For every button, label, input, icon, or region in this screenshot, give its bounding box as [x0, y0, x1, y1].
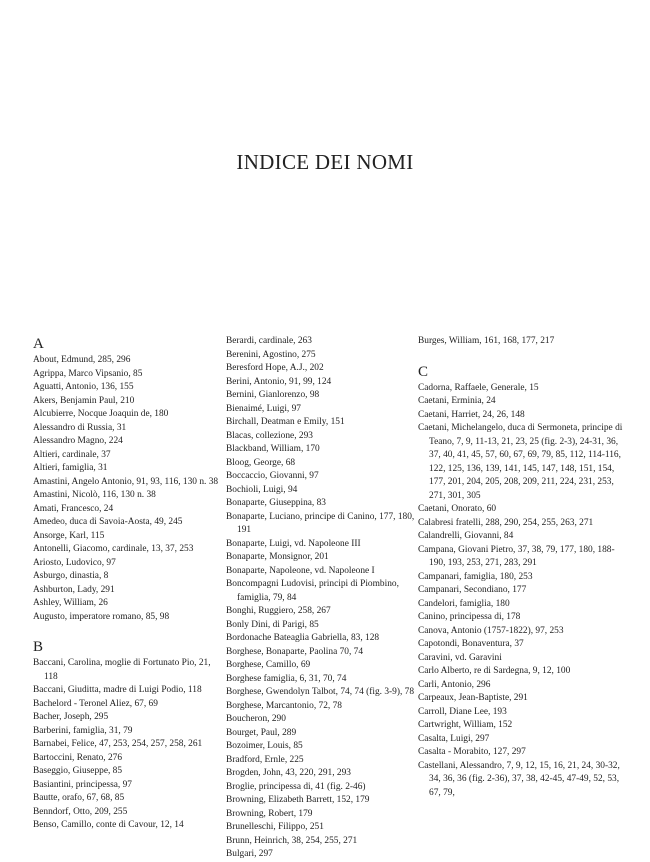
index-entry: Carroll, Diane Lee, 193 [418, 706, 507, 717]
index-entry: Cartwright, William, 152 [418, 720, 513, 730]
section-letter: C [418, 363, 429, 380]
index-entry: Bautte, orafo, 67, 68, 85 [33, 793, 125, 803]
index-entry: Bartoccini, Renato, 276 [33, 752, 123, 763]
index-entry: Brunn, Heinrich, 38, 254, 255, 271 [226, 835, 358, 846]
index-entry: Altieri, famiglia, 31 [33, 463, 108, 473]
index-entry: Ashley, William, 26 [33, 598, 108, 608]
index-entry: Bonghi, Ruggiero, 258, 267 [226, 606, 331, 616]
index-entry: Amedeo, duca di Savoia-Aosta, 49, 245 [33, 517, 183, 527]
index-entry: Borghese famiglia, 6, 31, 70, 74 [226, 673, 347, 684]
index-column-3 [418, 335, 623, 800]
index-entry: Caravini, vd. Garavini [418, 652, 502, 663]
index-entry: Borghese, Marcantonio, 72, 78 [226, 700, 342, 711]
index-entry: Baccani, Carolina, moglie di Fortunato Pio, 21, 118 [33, 658, 211, 682]
index-entry: Caetani, Erminia, 24 [418, 396, 496, 406]
index-entry: Bloog, George, 68 [226, 457, 296, 468]
index-entry: Canino, principessa di, 178 [418, 612, 521, 622]
index-entry: Berini, Antonio, 91, 99, 124 [226, 376, 332, 387]
index-entry: Amastini, Angelo Antonio, 91, 93, 116, 130 n. 38 [33, 476, 219, 487]
index-entry: Caetani, Michelangelo, duca di Sermoneta, principe di Teano, 7, 9, 11-13, 21, 23, 25 (fig. 2-3), 24-31, 36, 37, 40, 41, 45, 57, 60, 67, 69, 79, 85, 112, 114-116, 122, 125, 136, 139, 141, 145, 147, 148, 151, 154, 177, 201, 204, 205, 208, 209, 211, 224, 231, 253, 271, 301, 305 [418, 423, 623, 501]
index-entry: Capotondi, Bonaventura, 37 [418, 639, 524, 649]
index-entry: Bonaparte, Napoleone, vd. Napoleone I [226, 565, 375, 576]
index-entry: Boncompagni Ludovisi, principi di Piombino, famiglia, 79, 84 [226, 579, 399, 603]
index-entry: Campana, Giovani Pietro, 37, 38, 79, 177, 180, 188-190, 193, 253, 271, 283, 291 [418, 544, 615, 568]
index-entry: Barnabei, Felice, 47, 253, 254, 257, 258, 261 [33, 739, 203, 749]
index-entry: Casalta, Luigi, 297 [418, 733, 490, 744]
index-entry: Bonaparte, Giuseppina, 83 [226, 498, 326, 508]
index-entry: Boucheron, 290 [226, 714, 286, 724]
index-entry: Casalta - Morabito, 127, 297 [418, 747, 526, 757]
index-entry: Benso, Camillo, conte di Cavour, 12, 14 [33, 820, 184, 830]
section-letter: A [33, 336, 44, 352]
index-entry: Amastini, Nicolò, 116, 130 n. 38 [33, 490, 156, 500]
index-entry: Agrippa, Marco Vipsanio, 85 [33, 368, 143, 379]
index-entry: Aguatti, Antonio, 136, 155 [33, 382, 134, 392]
index-entry: Bacher, Joseph, 295 [33, 712, 109, 722]
index-entry: Asburgo, dinastia, 8 [33, 571, 109, 581]
index-entry: Brunelleschi, Filippo, 251 [226, 822, 324, 832]
index-entry: Candelori, famiglia, 180 [418, 598, 510, 609]
index-entry: Canova, Antonio (1757-1822), 97, 253 [418, 625, 564, 636]
section-spacer [33, 624, 223, 638]
index-entry: Campanari, Secondiano, 177 [418, 585, 527, 595]
index-entry: Borghese, Camillo, 69 [226, 660, 311, 670]
index-entry: Bernini, Gianlorenzo, 98 [226, 390, 320, 400]
index-entry: Browning, Robert, 179 [226, 808, 313, 819]
index-entry: Blacas, collezione, 293 [226, 430, 313, 441]
index-entry: Bochioli, Luigi, 94 [226, 484, 298, 495]
index-entry: Borghese, Bonaparte, Paolina 70, 74 [226, 646, 364, 657]
index-entry: Ansorge, Karl, 115 [33, 530, 105, 541]
index-entry: Bozoimer, Louis, 85 [226, 741, 303, 751]
section-letter: B [33, 639, 44, 655]
index-entry: Bradford, Ernle, 225 [226, 754, 304, 765]
index-entry: Blackband, William, 170 [226, 444, 320, 454]
index-entry: Augusto, imperatore romano, 85, 98 [33, 611, 170, 622]
index-entry: About, Edmund, 285, 296 [33, 355, 131, 365]
index-entry: Amati, Francesco, 24 [33, 503, 114, 514]
index-entry: Caetani, Harriet, 24, 26, 148 [418, 409, 525, 420]
index-entry: Browning, Elizabeth Barrett, 152, 179 [226, 795, 370, 805]
index-entry: Cadorna, Raffaele, Generale, 15 [418, 382, 539, 393]
index-entry: Benndorf, Otto, 209, 255 [33, 806, 128, 817]
index-entry: Bachelord - Teronel Aliez, 67, 69 [33, 698, 158, 709]
index-entry: Bonaparte, Luigi, vd. Napoleone III [226, 538, 361, 549]
index-entry: Ashburton, Lady, 291 [33, 584, 115, 595]
index-entry: Carpeaux, Jean-Baptiste, 291 [418, 693, 528, 703]
index-entry: Bonly Dini, di Parigi, 85 [226, 619, 319, 630]
index-entry: Bienaimé, Luigi, 97 [226, 403, 301, 414]
index-entry: Carli, Antonio, 296 [418, 679, 491, 690]
index-entry: Carlo Alberto, re di Sardegna, 9, 12, 100 [418, 666, 571, 676]
index-entry: Baccani, Giuditta, madre di Luigi Podio, 118 [33, 685, 202, 695]
index-entry: Bonaparte, Luciano, principe di Canino, 177, 180, 191 [226, 511, 415, 535]
index-entry: Barberini, famiglia, 31, 79 [33, 725, 133, 736]
index-entry: Basiantini, principessa, 97 [33, 779, 132, 790]
index-entry: Bulgari, 297 [226, 849, 273, 859]
index-column-2 [226, 335, 416, 862]
page-title: INDICE DEI NOMI [236, 150, 414, 174]
index-entry: Antonelli, Giacomo, cardinale, 13, 37, 253 [33, 544, 194, 554]
index-entry: Berenini, Agostino, 275 [226, 349, 316, 360]
index-entry: Calabresi fratelli, 288, 290, 254, 255, 263, 271 [418, 517, 594, 528]
index-entry: Beresford Hope, A.J., 202 [226, 363, 324, 373]
index-entry: Alessandro di Russia, 31 [33, 422, 127, 433]
index-entry: Bonaparte, Monsignor, 201 [226, 552, 329, 562]
index-entry: Altieri, cardinale, 37 [33, 449, 111, 460]
index-entry: Caetani, Onorato, 60 [418, 504, 497, 514]
index-entry: Akers, Benjamin Paul, 210 [33, 395, 135, 406]
index-entry: Brogden, John, 43, 220, 291, 293 [226, 768, 351, 778]
section-spacer [418, 349, 623, 363]
index-entry: Calandrelli, Giovanni, 84 [418, 531, 514, 541]
index-entry: Bourget, Paul, 289 [226, 727, 297, 738]
index-entry: Borghese, Gwendolyn Talbot, 74, 74 (fig. 3-9), 78 [226, 687, 415, 697]
index-entry: Alcubierre, Nocque Joaquin de, 180 [33, 409, 169, 419]
index-entry: Burges, William, 161, 168, 177, 217 [418, 336, 555, 346]
index-entry: Baseggio, Giuseppe, 85 [33, 766, 123, 776]
index-column-1 [33, 335, 223, 833]
index-entry: Ariosto, Ludovico, 97 [33, 557, 116, 568]
index-entry: Castellani, Alessandro, 7, 9, 12, 15, 16, 21, 24, 30-32, 34, 36, 36 (fig. 2-36), 37, 38, 42-45, 47-49, 52, 53, 67, 79, [418, 760, 620, 798]
index-entry: Broglie, principessa di, 41 (fig. 2-46) [226, 781, 366, 792]
index-entry: Alessandro Magno, 224 [33, 436, 123, 446]
index-entry: Berardi, cardinale, 263 [226, 336, 312, 346]
index-entry: Birchall, Deatman e Emily, 151 [226, 417, 345, 427]
index-entry: Bordonache Bateaglia Gabriella, 83, 128 [226, 633, 380, 643]
index-entry: Campanari, famiglia, 180, 253 [418, 571, 533, 582]
index-entry: Boccaccio, Giovanni, 97 [226, 471, 319, 481]
